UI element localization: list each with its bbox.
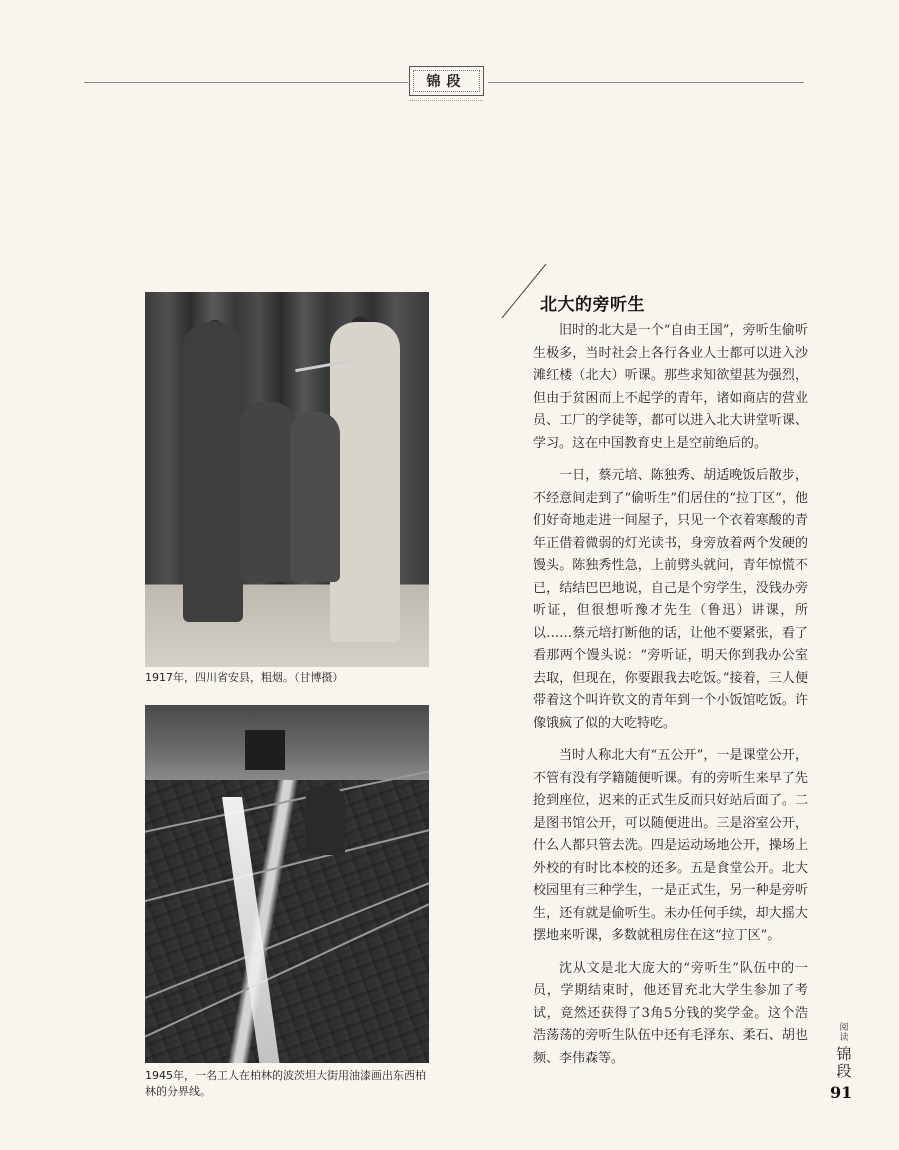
photo-caption-2: 1945年，一名工人在柏林的波茨坦大街用油漆画出东西柏林的分界线。 xyxy=(145,1069,426,1098)
article-body xyxy=(533,320,808,1080)
footer-section-label: 锦段 xyxy=(836,1045,852,1080)
article-paragraph: 沈从文是北大庞大的“旁听生”队伍中的一员，学期结束时，他还冒充北大学生参加了考试，竟然还获得了3角5分钱的奖学金。这个浩浩荡荡的旁听生队伍中还有毛泽东、柔石、胡也频、李伟森等。 xyxy=(533,960,808,1066)
tram-track xyxy=(145,901,429,1047)
article-title: 北大的旁听生 xyxy=(540,295,645,315)
photo-sign xyxy=(245,730,285,770)
photo-crowd xyxy=(145,705,429,780)
footer-magazine-label: 阅读 xyxy=(839,1023,849,1043)
page-number: 91 xyxy=(830,1083,853,1102)
section-header-label: 锦段 xyxy=(426,74,467,90)
section-header-box xyxy=(409,66,484,96)
article-paragraph: 当时人称北大有“五公开”，一是课堂公开，不管有没有学籍随便听课。有的旁听生来早了先抢到座位，迟来的正式生反而只好站后面了。二是图书馆公开，可以随便进出。三是浴室公开，什么人都只管去洗。四是运动场地公开，操场上外校的有时比本校的还多。五是食堂公开。北大校园里有三种学生，一是正式生，另一种是旁听生，还有就是偷听生。未办任何手续，却大摇大摆地来听课，多数就租房住在这“拉丁区”。 xyxy=(533,748,808,943)
article-paragraph: 一日，蔡元培、陈独秀、胡适晚饭后散步，不经意间走到了“偷听生”们居住的“拉丁区”，他们好奇地走进一间屋子，只见一个衣着寒酸的青年正借着微弱的灯光读书，身旁放着两个发硬的馒头。陈独秀性急，上前劈头就问，青年惊慌不已，结结巴巴地说，自己是个穷学生，没钱办旁听证，但很想听豫才先生（鲁迅）讲课，所以……蔡元培打断他的话，让他不要紧张，看了看那两个馒头说：“旁听证，明天你到我办公室去取，但现在，你要跟我去吃饭。”接着，三人便带着这个叫许钦文的青年到一个小饭馆吃饭。许像饿疯了似的大吃特吃。 xyxy=(533,468,808,731)
photo-worker xyxy=(305,785,345,855)
photo-berlin-worker xyxy=(145,705,429,1063)
painted-boundary-line xyxy=(222,797,280,1063)
header-rule-left xyxy=(84,82,408,83)
tram-track xyxy=(145,878,429,1007)
header-rule-right xyxy=(488,82,804,83)
photo-caption-1: 1917年，四川省安县，粗烟。（甘博摄） xyxy=(145,671,344,684)
tram-track xyxy=(145,823,429,907)
photo-sichuan-smokers xyxy=(145,292,429,667)
article-paragraph: 旧时的北大是一个“自由王国”，旁听生偷听生极多，当时社会上各行各业人士都可以进入沙滩红楼（北大）听课。那些求知欲望甚为强烈，但由于贫困而上不起学的青年，诸如商店的营业员、工厂的学徒等，都可以进入北大讲堂听课、学习。这在中国教育史上是空前绝后的。 xyxy=(533,323,808,451)
